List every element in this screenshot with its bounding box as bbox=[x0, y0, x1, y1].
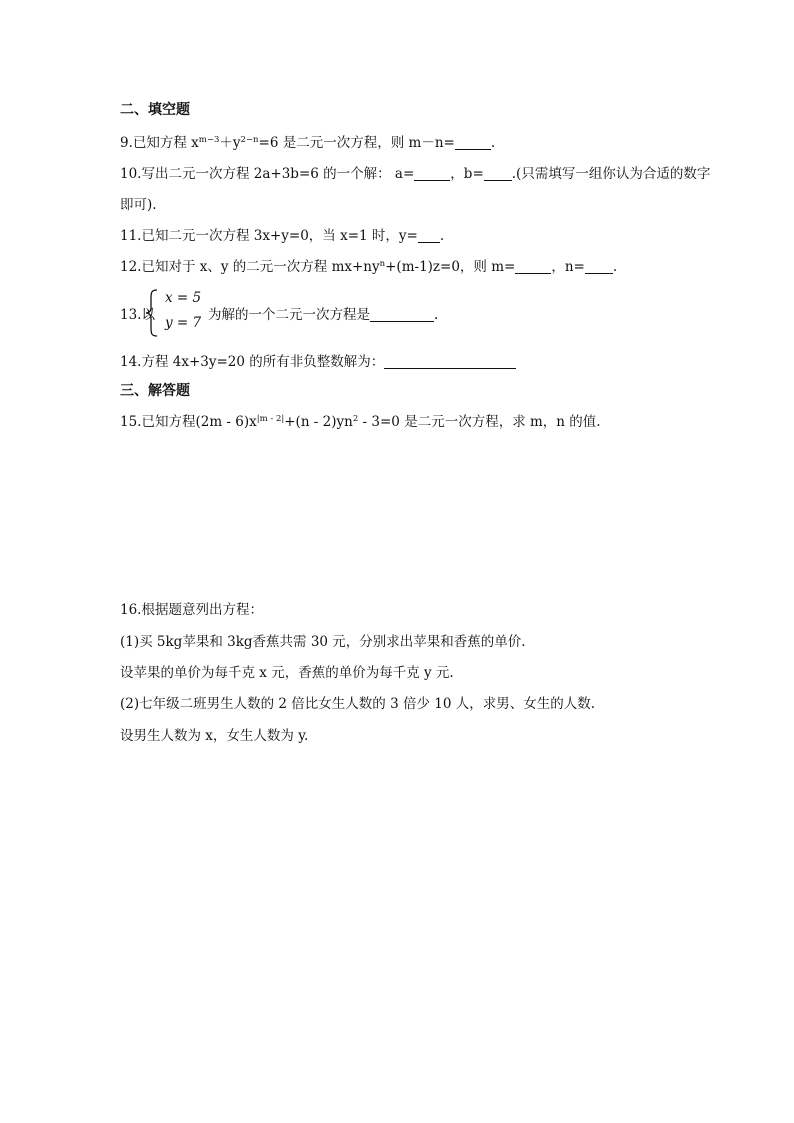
q15-exponent-2: 2 bbox=[352, 414, 359, 424]
q9-exponent-2: 2−n bbox=[240, 135, 259, 145]
q9-text-c: =6 是二元一次方程，则 m－n= bbox=[258, 135, 455, 151]
q9-answer-blank[interactable] bbox=[455, 135, 491, 150]
q12-text-c: ，n= bbox=[551, 259, 585, 275]
q10-blank-a[interactable] bbox=[414, 166, 450, 181]
question-16-title: 16.根据题意列出方程： bbox=[120, 602, 263, 618]
q9-text-a: 9.已知方程 x bbox=[120, 135, 199, 151]
q13-equation-x: x = 5 bbox=[165, 290, 202, 306]
q12-blank-m[interactable] bbox=[515, 259, 551, 274]
section-title-fill-in: 二、填空题 bbox=[120, 102, 190, 118]
q10-blank-b[interactable] bbox=[484, 166, 512, 181]
q13-answer-blank[interactable] bbox=[370, 307, 434, 322]
q12-text-d: . bbox=[612, 259, 618, 275]
question-16-part-2-setup: 设男生人数为 x，女生人数为 y. bbox=[120, 728, 309, 744]
q10-text-a: 10.写出二元一次方程 2a+3b=6 的一个解： a= bbox=[120, 166, 415, 182]
q15-text-a: 15.已知方程(2m - 6)x bbox=[120, 414, 257, 430]
q13-number: 13.以 bbox=[120, 307, 155, 323]
q12-text-b: +(m-1)z=0，则 m= bbox=[385, 259, 516, 275]
question-16-part-1-setup: 设苹果的单价为每千克 x 元，香蕉的单价为每千克 y 元. bbox=[120, 665, 454, 681]
q15-exponent: |m - 2| bbox=[256, 414, 285, 424]
question-16-part-2: (2)七年级二班男生人数的 2 倍比女生人数的 3 倍少 10 人，求男、女生的人数. bbox=[120, 696, 596, 712]
q13-equation-y: y = 7 bbox=[165, 315, 202, 331]
question-11 bbox=[120, 226, 444, 246]
question-16-part-1: (1)买 5kg苹果和 3kg香蕉共需 30 元，分别求出苹果和香蕉的单价. bbox=[120, 634, 526, 650]
question-13 bbox=[120, 289, 460, 337]
q9-text-b: ＋y bbox=[219, 135, 241, 151]
question-10-continued: 即可). bbox=[120, 197, 157, 213]
q13-text-a: 为解的一个二元一次方程是 bbox=[208, 307, 370, 323]
q10-text-b: ，b= bbox=[450, 166, 484, 182]
q12-text-a: 12.已知对于 x、y 的二元一次方程 mx+ny bbox=[120, 259, 380, 275]
q14-text: 14.方程 4x+3y=20 的所有非负整数解为： bbox=[120, 354, 385, 370]
q13-text bbox=[208, 303, 438, 323]
question-9 bbox=[120, 133, 495, 153]
section-title-solve: 三、解答题 bbox=[120, 383, 190, 399]
q12-exponent: n bbox=[379, 259, 386, 269]
q13-text-end: . bbox=[434, 307, 439, 323]
question-15 bbox=[120, 412, 601, 432]
brace-icon bbox=[145, 289, 159, 337]
q14-answer-blank[interactable] bbox=[384, 354, 516, 369]
q11-text-b: . bbox=[439, 228, 445, 244]
q12-blank-n[interactable] bbox=[585, 259, 613, 274]
q11-answer-blank[interactable] bbox=[418, 228, 440, 243]
q15-text-c: - 3=0 是二元一次方程，求 m，n 的值. bbox=[358, 414, 601, 430]
q9-text-d: . bbox=[490, 135, 496, 151]
q11-text-a: 11.已知二元一次方程 3x+y=0，当 x=1 时，y= bbox=[120, 228, 418, 244]
q9-exponent-1: m−3 bbox=[198, 135, 220, 145]
question-12 bbox=[120, 257, 617, 277]
q15-text-b: +(n - 2)yn bbox=[284, 414, 353, 430]
q10-text-c: .(只需填写一组你认为合适的数字 bbox=[511, 166, 711, 182]
question-10 bbox=[120, 164, 710, 184]
question-14 bbox=[120, 352, 516, 372]
